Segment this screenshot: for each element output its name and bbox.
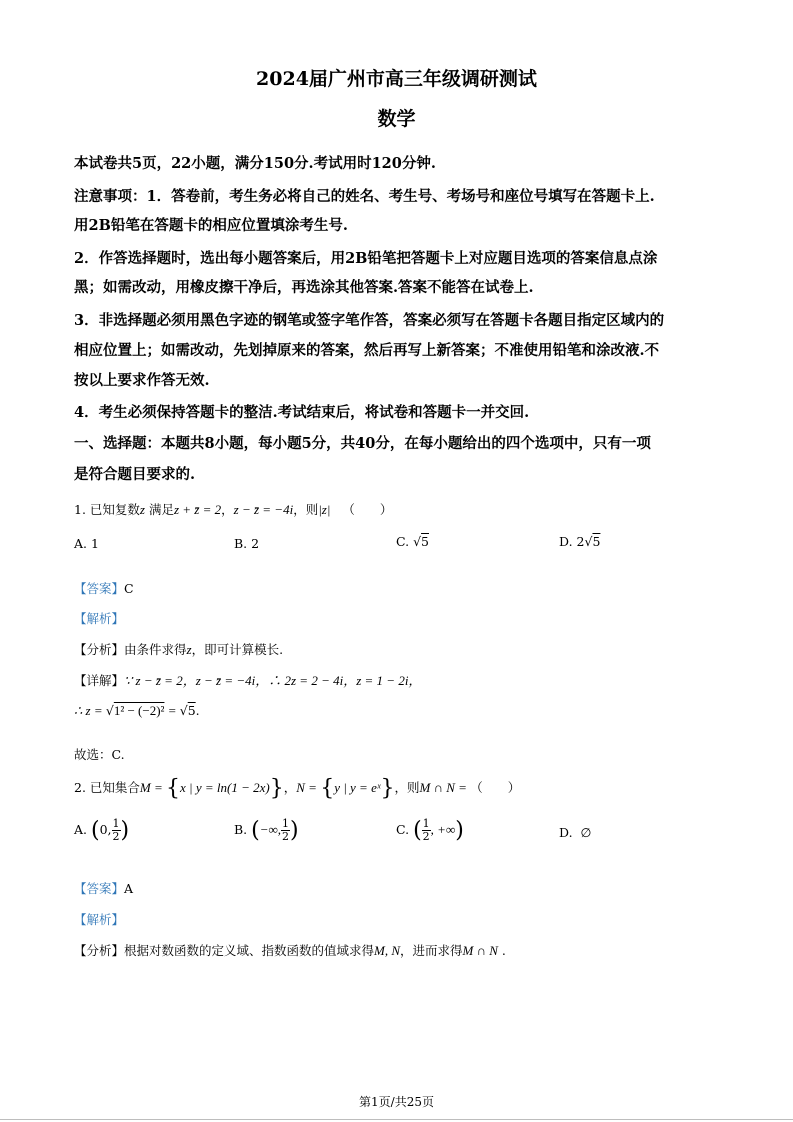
- instruction-line-5: 黑；如需改动，用橡皮擦干净后，再选涂其他答案.答案不能答在试卷上.: [74, 279, 534, 296]
- instruction-line-1: 本试卷共5页，22小题，满分150分.考试用时120分钟.: [74, 155, 436, 172]
- q1-analysis-tag: 【解析】: [74, 611, 125, 626]
- q1-detail-modulus: ∴ z = √1² − (−2)² = √5.: [74, 703, 200, 718]
- q2-answer: 【答案】A: [74, 881, 134, 896]
- q1-fenxi: 【分析】由条件求得z，即可计算模长.: [74, 642, 284, 657]
- q1-modulus: |z|: [318, 502, 331, 517]
- q2-option-d[interactable]: D. ∅: [559, 825, 592, 840]
- q1-answer: 【答案】C: [74, 581, 134, 596]
- answer-tag: 【答案】: [74, 581, 125, 596]
- instruction-line-2: 注意事项：1．答卷前，考生务必将自己的姓名、考生号、考场号和座位号填写在答题卡上.: [74, 188, 655, 205]
- q1-conclusion: 故选：C.: [74, 747, 125, 762]
- q2-option-a[interactable]: A. (0, $\frac{1}{2}$ ): [74, 817, 130, 843]
- page-footer: 第1页/共25页: [359, 1095, 434, 1109]
- fraction: $\frac{1}{2}$: [112, 817, 120, 843]
- exam-title: 2024届广州市高三年级调研测试: [256, 68, 537, 90]
- q2-option-b[interactable]: B. (−∞, $\frac{1}{2}$ ): [234, 817, 299, 843]
- instruction-line-7: 相应位置上；如需改动，先划掉原来的答案，然后再写上新答案；不准使用铅笔和涂改液.不: [74, 342, 660, 359]
- instruction-line-8: 按以上要求作答无效.: [74, 372, 210, 389]
- q1-option-c[interactable]: C. √5: [396, 534, 429, 549]
- q2-set-m: x | y = ln(1 − 2x): [180, 780, 270, 795]
- exam-subject: 数学: [377, 108, 416, 130]
- section-heading-line-1: 一、选择题：本题共8小题，每小题5分，共40分，在每小题给出的四个选项中，只有一项: [74, 435, 651, 452]
- fraction: $\frac{1}{2}$: [422, 817, 430, 843]
- q1-detail: 【详解】∵ z − z̄ = 2，z − z̄ = −4i，∴ 2z = 2 − 4i，z = 1 − 2i，: [74, 673, 422, 688]
- footer-divider: [0, 1119, 793, 1120]
- q2-option-c[interactable]: C. ( $\frac{1}{2}$ , +∞): [396, 817, 464, 843]
- q2-set-n: y | y = eˣ: [334, 780, 381, 795]
- q2-analysis-tag: 【解析】: [74, 912, 125, 927]
- q1-option-a[interactable]: A. 1: [74, 536, 99, 551]
- section-heading-line-2: 是符合题目要求的.: [74, 466, 196, 483]
- q1-equation-1: z + z̄ = 2: [173, 502, 222, 517]
- q2-fenxi: 【分析】根据对数函数的定义域、指数函数的值域求得M, N，进而求得M ∩ N .: [74, 943, 506, 958]
- q1-equation-2: z − z̄ = −4i: [233, 502, 294, 517]
- instruction-line-4: 2．作答选择题时，选出每小题答案后，用2B铅笔把答题卡上对应题目选项的答案信息点涂: [74, 250, 658, 267]
- empty-set-symbol: ∅: [580, 825, 592, 840]
- instruction-line-6: 3．非选择题必须用黑色字迹的钢笔或签字笔作答，答案必须写在答题卡各题目指定区域内的: [74, 312, 665, 329]
- fraction: $\frac{1}{2}$: [282, 817, 290, 843]
- instruction-line-3: 用2B铅笔在答题卡的相应位置填涂考生号.: [74, 217, 348, 234]
- q1-option-d[interactable]: D. 2√5: [559, 534, 601, 549]
- question-2-stem: 2. 已知集合M = {x | y = ln(1 − 2x)}，N = {y | y = eˣ}，则M ∩ N = （ ）: [74, 776, 521, 801]
- instruction-line-9: 4．考生必须保持答题卡的整洁.考试结束后，将试卷和答题卡一并交回.: [74, 404, 530, 421]
- answer-tag: 【答案】: [74, 881, 125, 896]
- question-1-stem: 1. 已知复数z 满足z + z̄ = 2，z − z̄ = −4i，则|z| （ ）: [74, 502, 393, 517]
- q1-option-b[interactable]: B. 2: [234, 536, 260, 551]
